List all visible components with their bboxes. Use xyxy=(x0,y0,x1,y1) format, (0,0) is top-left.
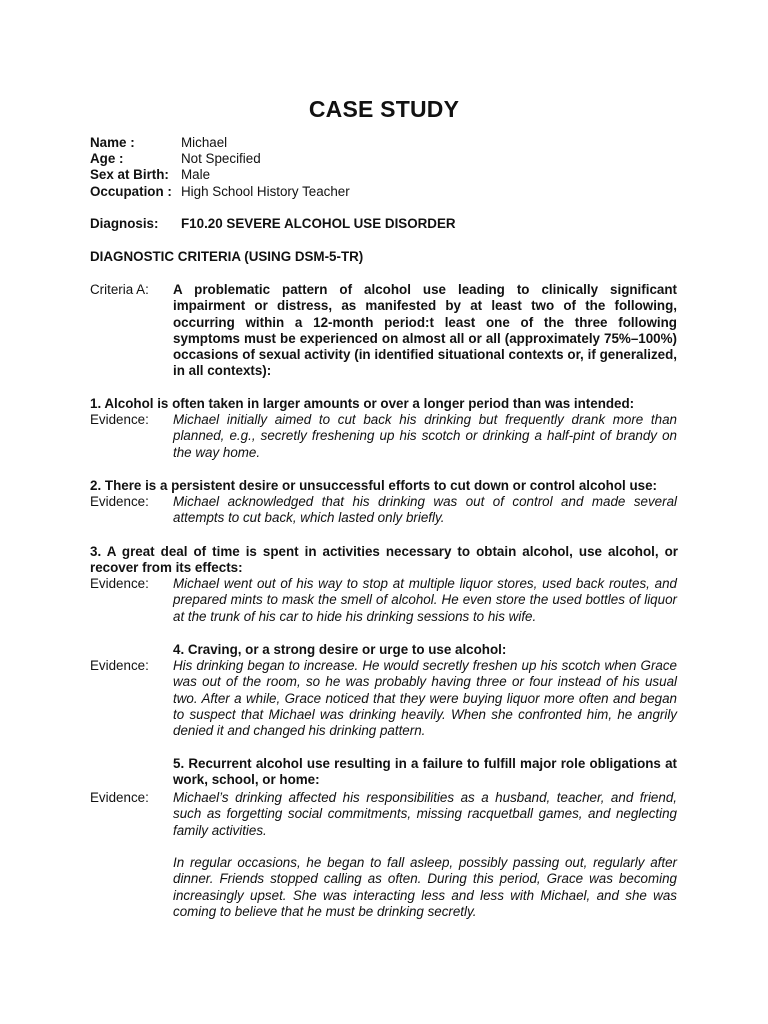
age-label: Age : xyxy=(90,151,124,166)
criterion-3-heading: 3. A great deal of time is spent in activities necessary to obtain alcohol, use alcohol, or recover from its effects: xyxy=(90,544,678,576)
name-value: Michael xyxy=(181,135,228,150)
criterion-3-evidence: Michael went out of his way to stop at multiple liquor stores, used back routes, and prepared mints to mask the smell of alcohol. He even store the used bottles of liquor at the trunk of his car to hide his drinking sessions to his wife. xyxy=(173,576,677,624)
criterion-1-heading: 1. Alcohol is often taken in larger amounts or over a longer period than was intended: xyxy=(90,396,635,411)
page-title: CASE STUDY xyxy=(308,96,460,122)
criterion-5-heading: 5. Recurrent alcohol use resulting in a failure to fulfill major role obligations at work, school, or home: xyxy=(173,756,677,788)
sex-value: Male xyxy=(181,167,211,182)
criteria-heading: DIAGNOSTIC CRITERIA (USING DSM-5-TR) xyxy=(90,249,364,264)
evidence-label-2: Evidence: xyxy=(90,494,149,509)
criteria-a-text: A problematic pattern of alcohol use leading to clinically significant impairment or distress, as manifested by at least two of the following, occurring within a 12-month period:t least one of the three following symptoms must be experienced on almost all or all (approximately 75%–100%) occasions of sexual activity (in identified situational contexts or, if generalized, in all contexts): xyxy=(173,282,677,379)
sex-label: Sex at Birth: xyxy=(90,167,169,182)
criterion-2-heading: 2. There is a persistent desire or unsuccessful efforts to cut down or control alcohol use: xyxy=(90,478,657,493)
criterion-5-evidence: Michael’s drinking affected his responsibilities as a husband, teacher, and friend, such as forgetting social commitments, missing racquetball games, and neglecting family activities. xyxy=(173,790,677,838)
name-label: Name : xyxy=(90,135,135,150)
occupation-label: Occupation : xyxy=(90,184,172,199)
occupation-value: High School History Teacher xyxy=(181,184,350,199)
evidence-label-3: Evidence: xyxy=(90,576,149,591)
criterion-2-evidence: Michael acknowledged that his drinking was out of control and made several attempts to cut back, which lasted only briefly. xyxy=(173,494,677,526)
criteria-a-label: Criteria A: xyxy=(90,282,149,297)
diagnosis-value: F10.20 SEVERE ALCOHOL USE DISORDER xyxy=(181,216,456,231)
criterion-5-evidence-continued: In regular occasions, he began to fall asleep, possibly passing out, regularly after dinner. Friends stopped calling as often. During this period, Grace was becoming increasingly upset. She was interacting less and less with Michael, and she was coming to believe that he must be drinking secretly. xyxy=(173,855,677,919)
evidence-label-1: Evidence: xyxy=(90,412,149,427)
criterion-4-heading: 4. Craving, or a strong desire or urge to use alcohol: xyxy=(173,642,507,657)
criterion-4-evidence: His drinking began to increase. He would secretly freshen up his scotch when Grace was out of the room, so he was probably having three or four instead of his usual two. After a while, Grace noticed that they were buying liquor more often and began to suspect that Michael was drinking heavily. When she confronted him, he angrily denied it and changed his drinking pattern. xyxy=(173,658,677,739)
evidence-label-4: Evidence: xyxy=(90,658,149,673)
diagnosis-label: Diagnosis: xyxy=(90,216,159,231)
age-value: Not Specified xyxy=(181,151,261,166)
criterion-1-evidence: Michael initially aimed to cut back his drinking but frequently drank more than planned, e.g., secretly freshening up his scotch or drinking a half-pint of brandy on the way home. xyxy=(173,412,677,460)
evidence-label-5: Evidence: xyxy=(90,790,149,805)
